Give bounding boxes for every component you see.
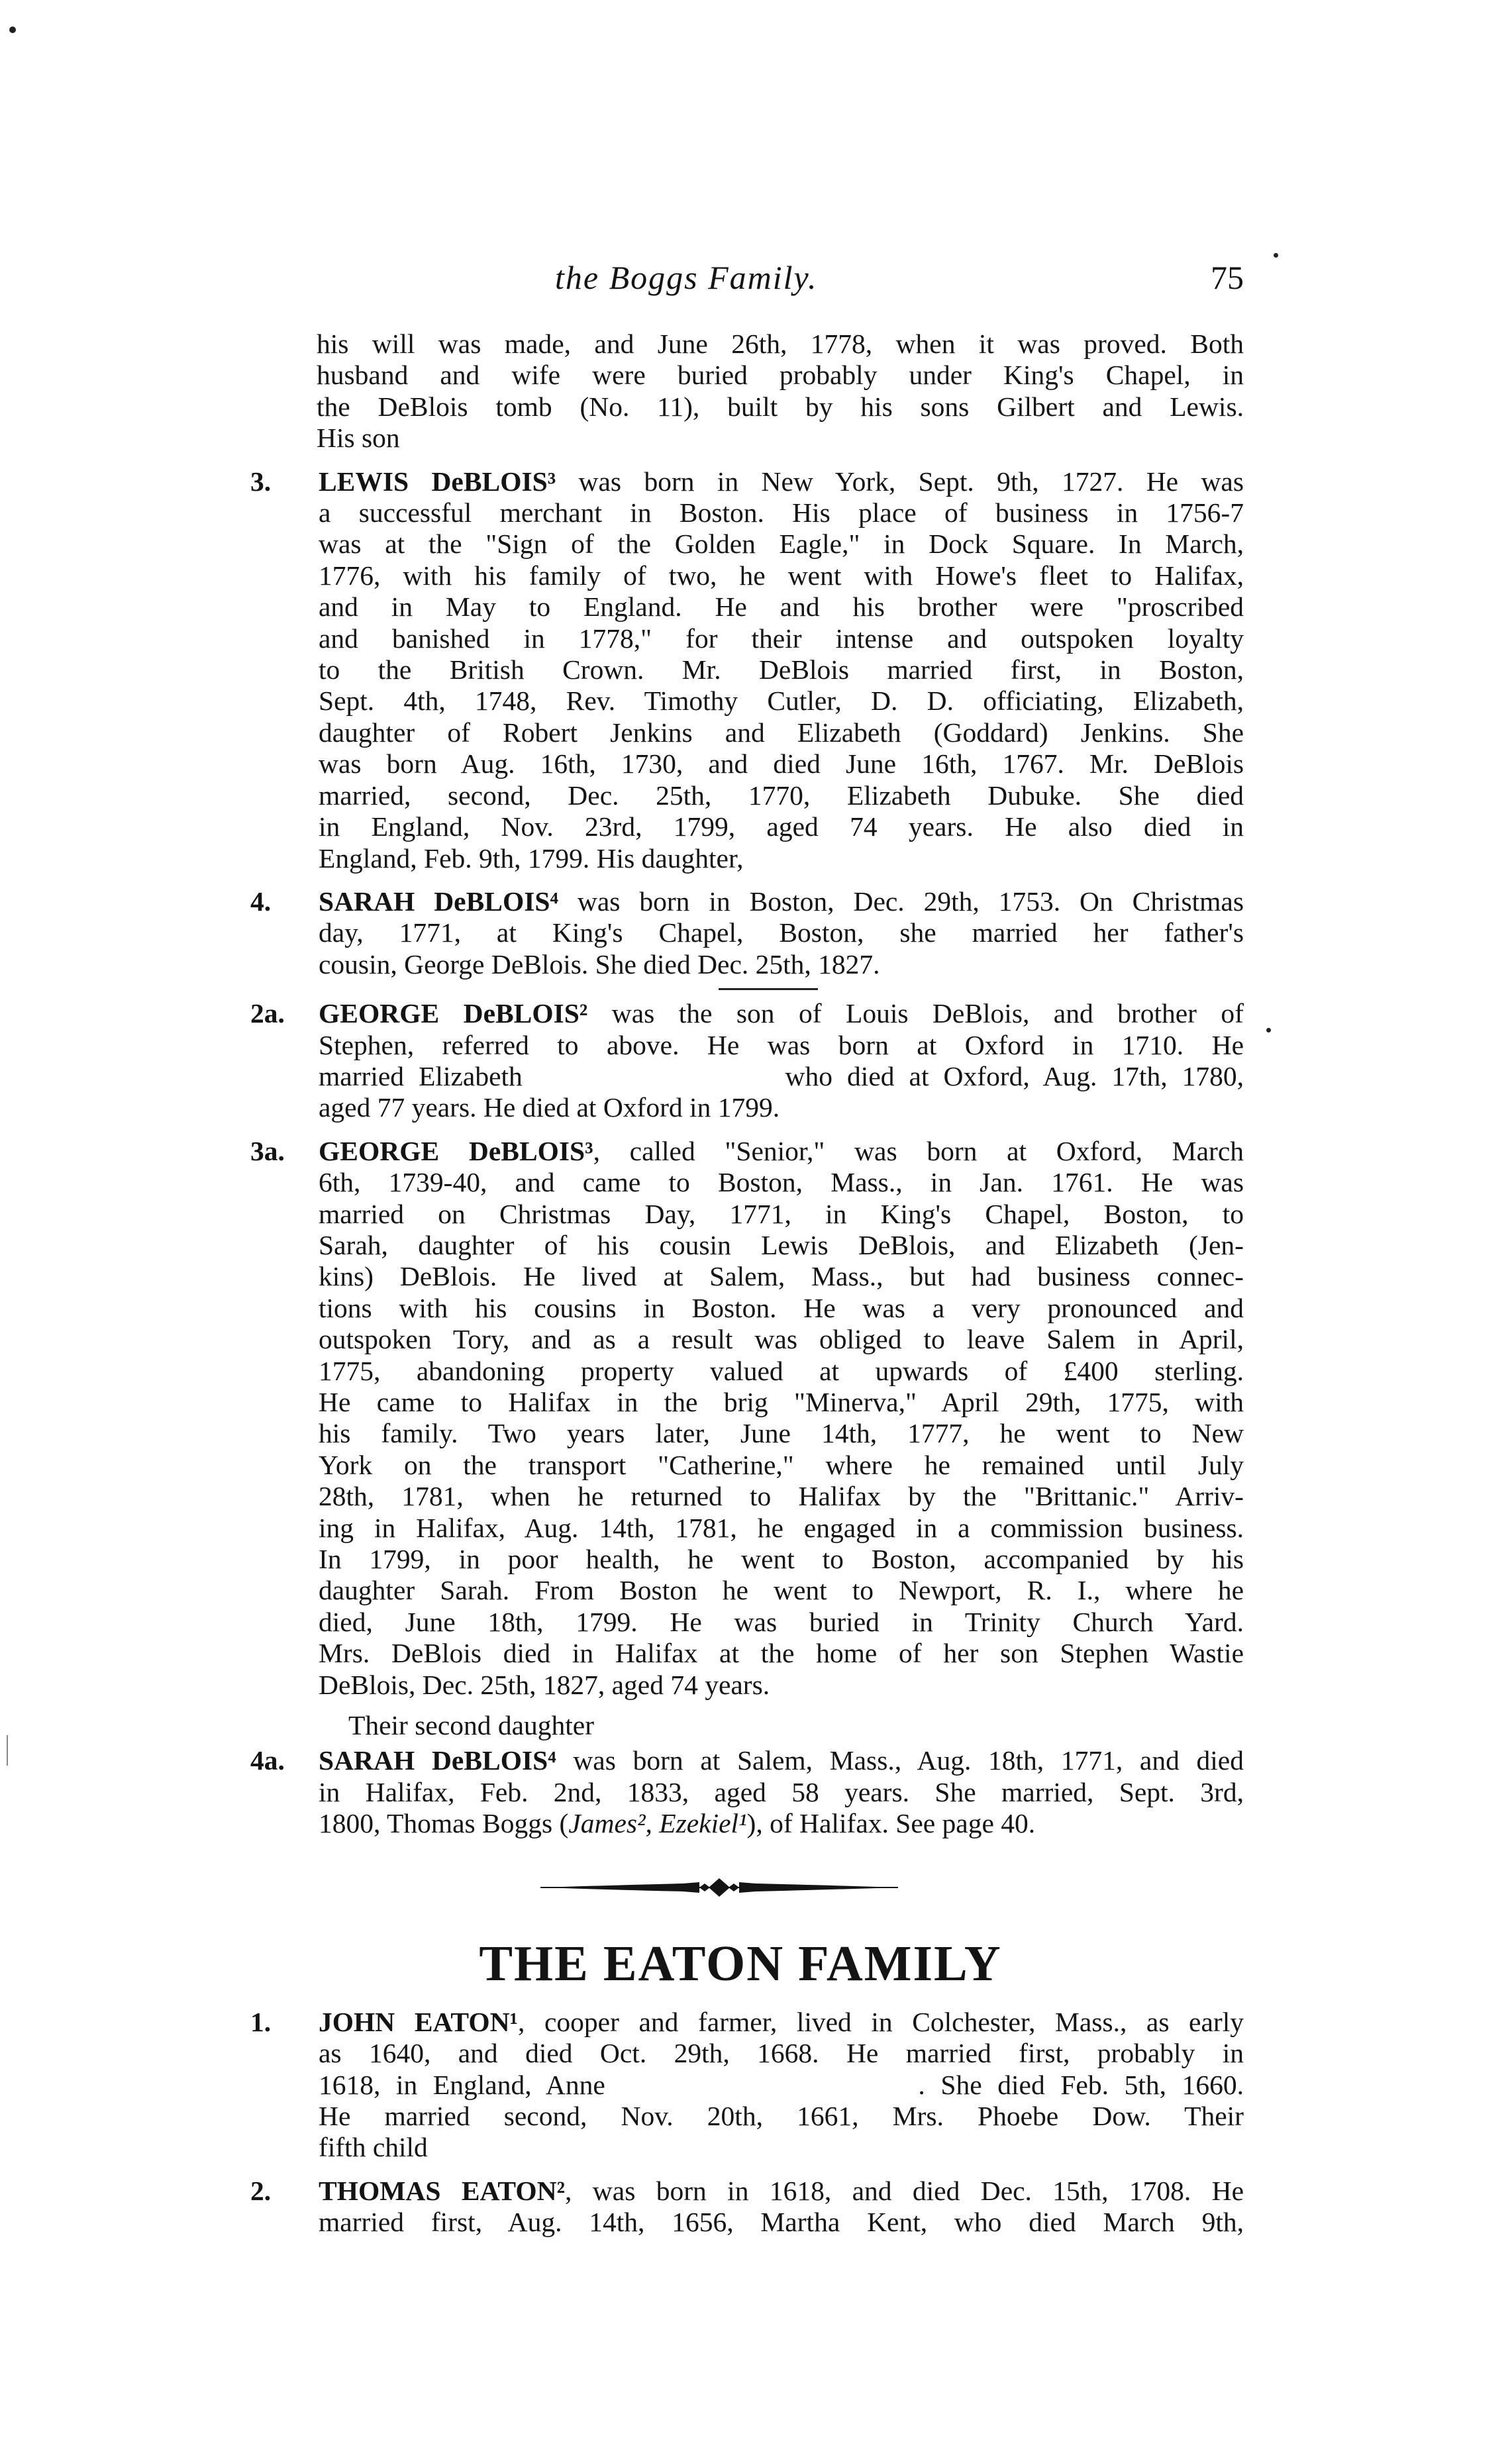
entry-name: GEORGE DeBLOIS³: [319, 1135, 593, 1166]
text-line: was at the "Sign of the Golden Eagle," in Dock Square. In March,: [319, 528, 1244, 560]
text-line: [319, 1745, 1244, 1776]
speck-mark: [9, 26, 16, 33]
entry-name: LEWIS DeBLOIS³: [319, 466, 556, 497]
entry-text: ), of Halifax. See page 40.: [746, 1808, 1036, 1839]
text-line: 1775, abandoning property valued at upwards of £400 sterling.: [319, 1355, 1244, 1386]
text-line: married first, Aug. 14th, 1656, Martha Kent, who died March 9th,: [319, 2207, 1244, 2238]
entry-number: 1.: [250, 2006, 272, 2037]
text-line: [319, 466, 1244, 497]
text-line: married, second, Dec. 25th, 1770, Elizabeth Dubuke. She died: [319, 779, 1244, 811]
text-line: as 1640, and died Oct. 29th, 1668. He married first, probably in: [319, 2038, 1244, 2069]
entry-number: 3.: [250, 466, 272, 497]
text-line: 1618, in England, Anne . She died Feb. 5th, 1660.: [319, 2069, 1244, 2100]
text-line: outspoken Tory, and as a result was obliged to leave Salem in April,: [319, 1324, 1244, 1355]
text-line: aged 77 years. He died at Oxford in 1799.: [319, 1092, 780, 1123]
intro-paragraph: [250, 328, 1244, 454]
entry-text: was the son of Louis DeBlois, and brother of: [587, 998, 1244, 1029]
entry-name: THOMAS EATON²: [319, 2175, 566, 2206]
entry-text: , cooper and farmer, lived in Colchester, Mass., as early: [518, 2006, 1244, 2037]
text-line: DeBlois, Dec. 25th, 1827, aged 74 years.: [319, 1669, 770, 1700]
entry-text: was born at Salem, Mass., Aug. 18th, 1771, and died: [556, 1745, 1244, 1776]
entry-text: was born in Boston, Dec. 29th, 1753. On Christmas: [558, 885, 1244, 917]
entry-name: SARAH DeBLOIS⁴: [319, 885, 558, 917]
page-header: [317, 258, 1244, 305]
text-line: York on the transport "Catherine," where he remained until July: [319, 1449, 1244, 1480]
text-line: [319, 1136, 1244, 1167]
text-line: and banished in 1778," for their intense and outspoken loyalty: [319, 623, 1244, 654]
text-line: fifth child: [319, 2132, 428, 2163]
entry-number: 4.: [250, 885, 272, 917]
entry-text: , called "Senior," was born at Oxford, March: [593, 1135, 1244, 1166]
text-line: was born Aug. 16th, 1730, and died June 16th, 1767. Mr. DeBlois: [319, 748, 1244, 779]
text-line: in England, Nov. 23rd, 1799, aged 74 years. He also died in: [319, 811, 1244, 842]
entry-text: 1800, Thomas Boggs (: [319, 1808, 569, 1839]
text-line: Mrs. DeBlois died in Halifax at the home of her son Stephen Wastie: [319, 1638, 1244, 1669]
text-line: [319, 1808, 1244, 1839]
text-line: daughter of Robert Jenkins and Elizabeth (Goddard) Jenkins. She: [319, 717, 1244, 748]
genealogy-entry: [250, 886, 1244, 980]
text-line: Stephen, referred to above. He was born at Oxford in 1710. He: [319, 1029, 1244, 1060]
family-heading: THE EATON FAMILY: [479, 1935, 1002, 1991]
text-line: 1776, with his family of two, he went with Howe's fleet to Halifax,: [319, 560, 1244, 591]
running-title: the Boggs Family.: [555, 259, 818, 296]
text-line: died, June 18th, 1799. He was buried in Trinity Church Yard.: [319, 1606, 1244, 1637]
text-line: [319, 998, 1244, 1029]
text-line: Sarah, daughter of his cousin Lewis DeBlois, and Elizabeth (Jen-: [319, 1229, 1244, 1260]
entry-number: 3a.: [250, 1135, 285, 1166]
entry-name: SARAH DeBLOIS⁴: [319, 1745, 556, 1776]
entry-text: , was born in 1618, and died Dec. 15th, 1708. He: [565, 2175, 1244, 2206]
text-line: in Halifax, Feb. 2nd, 1833, aged 58 years. She married, Sept. 3rd,: [319, 1776, 1244, 1807]
text-line: husband and wife were buried probably under King's Chapel, in: [317, 360, 1244, 391]
text-line: day, 1771, at King's Chapel, Boston, she married her father's: [319, 917, 1244, 948]
genealogy-entry: [250, 2007, 1244, 2164]
section-divider: [719, 988, 818, 990]
text-line: a successful merchant in Boston. His place of business in 1756-7: [319, 497, 1244, 528]
page-number: 75: [1211, 259, 1244, 296]
text-line: He married second, Nov. 20th, 1661, Mrs. Phoebe Dow. Their: [319, 2100, 1244, 2131]
text-line: tions with his cousins in Boston. He was a very pronounced and: [319, 1292, 1244, 1323]
text-line: 6th, 1739-40, and came to Boston, Mass., in Jan. 1761. He was: [319, 1167, 1244, 1198]
text-line: and in May to England. He and his brother were "proscribed: [319, 591, 1244, 623]
text-line: married on Christmas Day, 1771, in King's Chapel, Boston, to: [319, 1198, 1244, 1229]
text-line: [319, 2007, 1244, 2038]
text-line: cousin, George DeBlois. She died Dec. 25th, 1827.: [319, 948, 880, 980]
genealogy-entry: [250, 466, 1244, 874]
entry-name: GEORGE DeBLOIS²: [319, 998, 588, 1029]
text-line: to the British Crown. Mr. DeBlois married first, in Boston,: [319, 654, 1244, 685]
text-line: the DeBlois tomb (No. 11), built by his sons Gilbert and Lewis.: [317, 391, 1244, 422]
text-line: His son: [317, 423, 400, 454]
text-line: 28th, 1781, when he returned to Halifax by the "Brittanic." Arriv-: [319, 1481, 1244, 1512]
text-line: his family. Two years later, June 14th, 1777, he went to New: [319, 1418, 1244, 1449]
text-line: In 1799, in poor health, he went to Boston, accompanied by his: [319, 1544, 1244, 1575]
text-line: daughter Sarah. From Boston he went to Newport, R. I., where he: [319, 1575, 1244, 1606]
lineage-reference: James², Ezekiel¹: [568, 1808, 747, 1839]
text-line: ing in Halifax, Aug. 14th, 1781, he engaged in a commission business.: [319, 1512, 1244, 1543]
connector-note: [250, 1710, 1244, 1741]
text-line: Sept. 4th, 1748, Rev. Timothy Cutler, D. D. officiating, Elizabeth,: [319, 685, 1244, 717]
edge-mark: [7, 1735, 8, 1766]
speck-mark: [1266, 1028, 1271, 1032]
entry-number: 4a.: [250, 1745, 285, 1776]
genealogy-entry: [250, 1136, 1244, 1701]
genealogy-entry: [250, 1745, 1244, 1839]
text-line: kins) DeBlois. He lived at Salem, Mass., but had business connec-: [319, 1261, 1244, 1292]
entry-number: 2.: [250, 2175, 272, 2206]
entry-text: was born in New York, Sept. 9th, 1727. He was: [556, 466, 1244, 497]
text-line: [319, 2176, 1244, 2207]
genealogy-entry: [250, 998, 1244, 1124]
entry-name: JOHN EATON¹: [319, 2006, 519, 2037]
text-line: his will was made, and June 26th, 1778, when it was proved. Both: [317, 328, 1244, 359]
text-line: married Elizabeth who died at Oxford, Aug. 17th, 1780,: [319, 1060, 1244, 1091]
ornamental-rule: [250, 1868, 1244, 1907]
text-line: Their second daughter: [348, 1710, 595, 1741]
genealogy-entry: [250, 2176, 1244, 2238]
text-line: [319, 886, 1244, 917]
body-text: [250, 328, 1244, 2238]
text-line: He came to Halifax in the brig "Minerva," April 29th, 1775, with: [319, 1387, 1244, 1417]
speck-mark: [1274, 253, 1278, 258]
ornament-icon: [534, 1868, 905, 1907]
entry-number: 2a.: [250, 998, 285, 1029]
text-line: England, Feb. 9th, 1799. His daughter,: [319, 842, 744, 874]
